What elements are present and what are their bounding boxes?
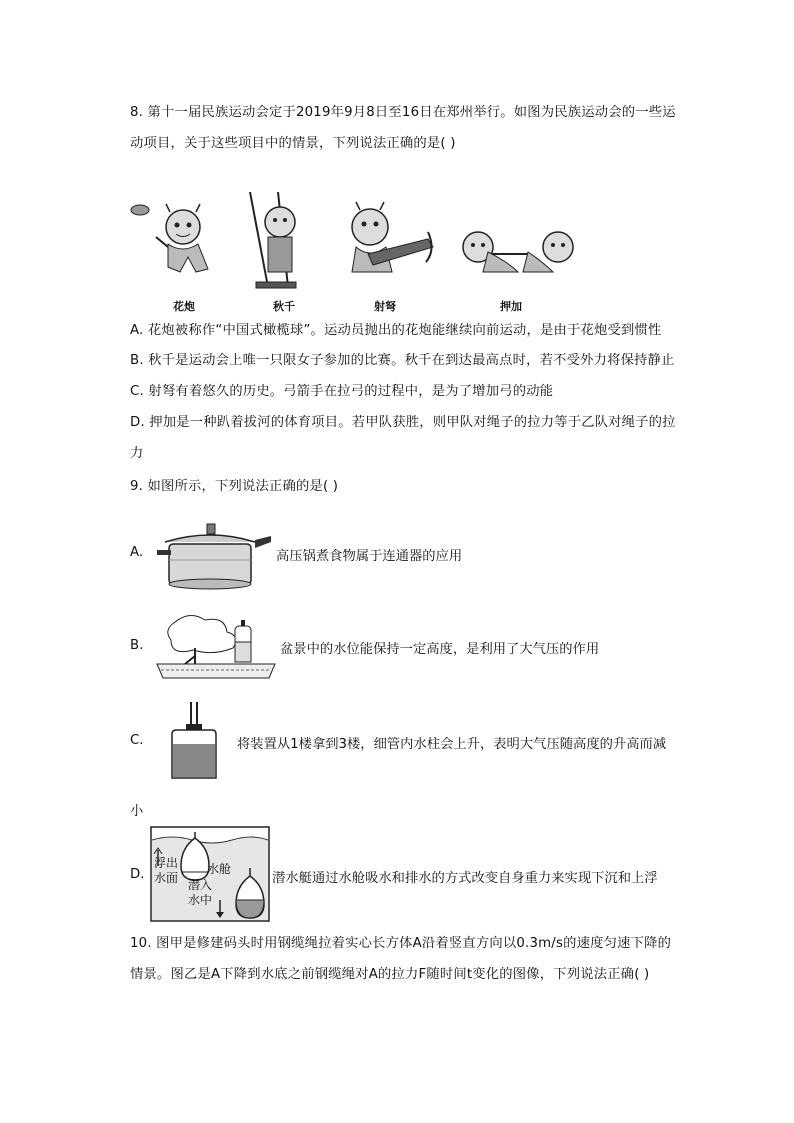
caption-yajia: 押加 [500,300,522,313]
q10-stem-line2: 情景。图乙是A下降到水底之前钢缆绳对A的拉力F随时间t变化的图像，下列说法正确( ) [130,967,650,982]
caption-huapao: 花炮 [173,300,195,313]
q9-d-letter: D. [130,867,145,882]
q10-stem-line1: 10. 图甲是修建码头时用钢缆绳拉着实心长方体A沿着竖直方向以0.3m/s的速度匀速下降的 [130,936,672,951]
qiuqian-figure [250,192,296,288]
sub-label-dive: 潜入 [188,878,213,892]
caption-shenu: 射弩 [374,300,396,313]
q9-a-letter: A. [130,545,144,560]
q9-c-text: 将装置从1楼拿到3楼，细管内水柱会上升，表明大气压随高度的升高而减 [237,737,667,752]
bonsai-image [155,612,277,682]
q8-option-c: C. 射弩有着悠久的历史。弓箭手在拉弓的过程中，是为了增加弓的动能 [130,384,554,399]
q8-option-b: B. 秋千是运动会上唯一只限女子参加的比赛。秋千在到达最高点时，若不受外力将保持静止 [130,353,675,368]
shenu-figure [352,202,433,272]
q9-d-text: 潜水艇通过水舱吸水和排水的方式改变自身重力来实现下沉和上浮 [272,871,658,886]
q8-stem-line1: 8. 第十一届民族运动会定于2019年9月8日至16日在郑州举行。如图为民族运动会的一些运 [130,105,676,120]
q8-stem-line2: 动项目，关于这些项目中的情景，下列说法正确的是( ) [130,136,456,151]
pressure-cooker-image [155,520,273,592]
q9-c-text-cont: 小 [130,804,144,819]
q8-option-d: D. 押加是一种趴着拔河的体育项目。若甲队获胜，则甲队对绳子的拉力等于乙队对绳子的拉 [130,415,676,430]
q9-a-text: 高压锅煮食物属于连通器的应用 [276,549,463,564]
q8-option-d-cont: 力 [130,446,144,461]
q8-option-a: A. 花炮被称作“中国式橄榄球”。运动员抛出的花炮能继续向前运动，是由于花炮受到惯性 [130,323,662,338]
sub-label-tank: 水舱 [207,862,232,876]
sub-label-surface: 水面 [154,871,179,885]
barometer-bottle-image [168,702,220,782]
q9-b-letter: B. [130,638,144,653]
sub-label-float: 浮出 [154,856,179,870]
yajia-figure [463,232,573,272]
caption-qiuqian: 秋千 [273,300,295,313]
q9-b-text: 盆景中的水位能保持一定高度，是利用了大气压的作用 [280,642,600,657]
huapao-figure [131,204,208,272]
q9-stem: 9. 如图所示，下列说法正确的是( ) [130,479,339,494]
q9-c-letter: C. [130,733,144,748]
q8-sports-illustration [128,192,588,292]
sub-label-underwater: 水中 [188,893,213,907]
